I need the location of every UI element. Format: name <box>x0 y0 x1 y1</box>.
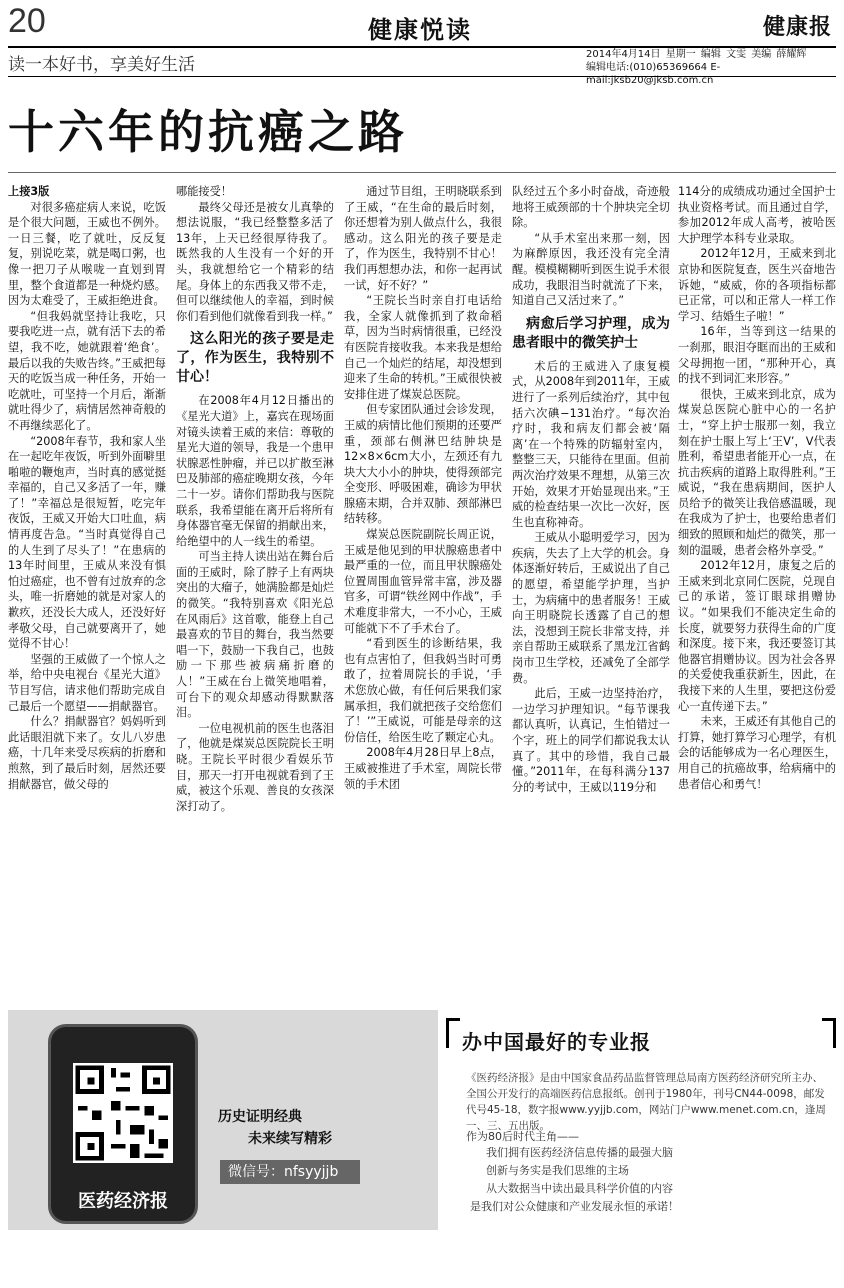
paragraph: 坚强的王威做了一个惊人之举，给中央电视台《星光大道》节目写信，请求他们帮助完成自己最后一个愿望——捐献器官。 <box>8 652 166 713</box>
paragraph: 王威从小聪明爱学习，因为疾病，失去了上大学的机会。身体逐渐好转后，王威说出了自己的愿望，希望能学护理，当护士，为病痛中的患者服务！王威向王明晓院长透露了自己的想法，没想到王院长非常支持，并亲自帮助王威联系了黑龙江省鹤岗市卫生学校，还减免了全部学费。 <box>512 531 670 685</box>
paragraph: 2012年12月，康复之后的王威来到北京同仁医院，兑现自己的承诺，签订眼球捐赠协议。“如果我们不能决定生命的长度，就要努力获得生命的广度和深度。接下来，我还要签订其他器官捐赠协议。因为社会各界的关爱使我重获新生，因此，在我接下来的人生里，要把这份爱心一直传递下去。” <box>678 559 836 713</box>
subheader-rule <box>8 76 836 77</box>
paragraph: 最终父母还是被女儿真挚的想法说服，“我已经整整多活了13年，上天已经很厚待我了。既然我的人生没有一个好的开头，我就想给它一个精彩的结尾。身体上的东西我又带不走，但可以继续他人的幸福，到时候你们看到他们就像看到我一样。” <box>176 200 334 323</box>
paragraph: 可当主持人读出站在舞台后面的王威时，除了脖子上有两块突出的大瘤子，她满脸都是灿烂的微笑。“我特别喜欢《阳光总在风雨后》这首歌，能登上自己最喜欢的节目的舞台，我当然要唱一下，鼓励一下我自己，也鼓励一下那些被病痛折磨的人！”王威在台上微笑地唱着，可台下的观众却感动得默默落泪。 <box>176 550 334 720</box>
paragraph: 队经过五个多小时奋战，奇迹般地将王威颈部的十个肿块完全切除。 <box>512 185 670 230</box>
article-column-2 <box>176 184 334 994</box>
promo-description: 《医药经济报》是由中国家食品药品监督管理总局南方医药经济研究所主办、全国公开发行的高端医药信息报纸。创刊于1980年，刊号CN44-0098，邮发代号45-18，数字报www.yyjjb.com，网站门户www.menet.com.cn，逢周一、三、五出版。 <box>466 1072 826 1132</box>
paragraph: 在2008年4月12日播出的《星光大道》上，嘉宾在现场面对镜头读着王威的来信：尊敬的星光大道的领导，我是一个患甲状腺恶性肿瘤，并已以扩散至淋巴及肺部的癌症晚期女孩，今年二十一岁。请你们帮助我与医院联系，我希望能在离开后将所有身体器官毫无保留的捐献出来，给绝望中的人一线生的希望。 <box>176 394 334 548</box>
paragraph: 2012年12月，王威来到北京协和医院复查，医生兴奋地告诉她，“威威，你的各项指标都已正常，可以和正常人一样工作学习、结婚生子啦！” <box>678 247 836 323</box>
column-title: 健康悦读 <box>368 16 472 44</box>
page-header <box>8 2 836 46</box>
promo-lines <box>470 1144 679 1216</box>
paragraph: 此后，王威一边坚持治疗，一边学习护理知识。“每节课我都认真听，认真记，生怕错过一个字，班上的同学们都说我太认真了。其中的珍惜，我自己最懂。”2011年，在每科满分137分的考试中，王威以119分和 <box>512 687 670 794</box>
promo-line: 是我们对公众健康和产业发展永恒的承诺！ <box>470 1200 679 1213</box>
paragraph: “但我妈就坚持让我吃，只要我吃进一点，就有活下去的希望，我不吃，她就跟着‘绝食’。最后以我的失败告终。”王威把每天的吃饭当成一种任务，开始一吃就吐，可坚持一个月后，渐渐就吐得少了，病情居然神奇般的不再继续恶化了。 <box>8 309 166 432</box>
advertisement-area <box>0 1010 844 1288</box>
wechat-promo-panel <box>8 1010 438 1230</box>
slogan-line-1: 历史证明经典 <box>218 1109 302 1125</box>
promo-line: 我们拥有医药经济信息传播的最强大脑 <box>486 1146 673 1159</box>
phone-illustration <box>48 1024 198 1224</box>
article-body <box>8 184 836 994</box>
paragraph: “2008年春节，我和家人坐在一起吃年夜饭，听到外面噼里啪啦的鞭炮声，当时真的感觉挺幸福的，自己又多活了一年，赚了！”幸福总是很短暂，吃完年夜饭，王威又开始大口吐血，病情再度告急。“当时真觉得自己的人生到了尽头了！”在患病的13年时间里，王威从来没有惧怕过癌症，也不曾有过放弃的念头，唯一折磨她的就是对家人的歉疚，还没长大成人，还没好好孝敬父母，自己就要离开了，她觉得不甘心！ <box>8 434 166 651</box>
bracket-decoration <box>822 1018 836 1048</box>
paragraph: “从手术室出来那一刻，因为麻醉原因，我还没有完全清醒。模模糊糊听到医生说手术很成功，我眼泪当时就流了下来，知道自己又活过来了。” <box>512 231 670 308</box>
edition-date-editors: 2014年4月14日 星期一 编辑 文雯 美编 薛耀辉 <box>586 49 807 60</box>
section-subheading: 病愈后学习护理，成为患者眼中的微笑护士 <box>512 315 670 351</box>
continued-marker: 上接3版 <box>8 185 50 198</box>
promo-title: 办中国最好的专业报 <box>462 1030 651 1054</box>
masthead-logo: 健康报 <box>762 14 832 40</box>
paragraph: 未来，王威还有其他自己的打算，她打算学习心理学，有机会的话能够成为一名心理医生，用自己的抗癌故事，给病痛中的患者信心和勇气！ <box>678 715 836 791</box>
editor-contact: 编辑电话:(010)65369664 E-mail:jksb20@jksb.com.cn <box>586 62 721 86</box>
paragraph: 但专家团队通过会诊发现，王威的病情比他们预期的还要严重，颈部右侧淋巴结肿块是12×8×6cm大小，左颈还有九块大大小小的肿块，使得颈部完全变形、呼吸困难，确诊为甲状腺癌末期，合并双肺、颈部淋巴结转移。 <box>344 403 502 526</box>
paragraph: 很快，王威来到北京，成为煤炭总医院心脏中心的一名护士，“穿上护士服那一刻，我立刻在护士服上写上‘王V’，V代表胜利，希望患者能开心一点，在抗击疾病的道路上取得胜利。”王威说，“我在患病期间，医护人员给予的微笑让我倍感温暖，现在我成为了护士，也要给患者们细致的照顾和灿烂的微笑，那一刻的温暖，患者会格外享受。” <box>678 387 836 557</box>
paragraph: 哪能接受！ <box>176 185 232 198</box>
bracket-decoration <box>446 1018 460 1048</box>
promo-lead: 作为80后时代主角—— <box>466 1130 579 1143</box>
paragraph: 通过节目组，王明晓联系到了王威，“在生命的最后时刻，你还想着为别人做点什么，我很感动。这么阳光的孩子要是走了，作为医生，我特别不甘心！我们再想想办法，和你一起再试一试，好不好？” <box>344 185 502 292</box>
article-column-4 <box>512 184 670 994</box>
article-column-1 <box>8 184 166 994</box>
paragraph: 16年，当等到这一结果的一刹那，眼泪夺眶而出的王威和父母拥抱一团，“那种开心，真的找不到词汇来形容。” <box>678 325 836 386</box>
paragraph: 2008年4月28日早上8点，王威被推进了手术室，周院长带领的手术团 <box>344 746 502 791</box>
paragraph: “看到医生的诊断结果，我也有点害怕了，但我妈当时可勇敢了，拉着周院长的手说，‘手术您放心做，有任何后果我们家属承担，我们就把孩子交给您们了！’”王威说，可能是母亲的这份信任，给医生吃了颗定心丸。 <box>344 637 502 744</box>
paragraph: 术后的王威进入了康复模式，从2008年到2011年，王威进行了一系列后续治疗，其中包括六次碘−131治疗。“每次治疗时，我和病友们都会被‘隔离’在一个特殊的防辐射室内，整整三天，只能待在里面。但前两次治疗效果不理想，从第三次开始，效果才开始显现出来。”王威的检查结果一次比一次好，医生也直称神奇。 <box>512 359 670 529</box>
paragraph: 114分的成绩成功通过全国护士执业资格考试。而且通过自学，参加2012年成人高考，被哈医大护理学本科专业录取。 <box>678 185 836 245</box>
paragraph: “王院长当时亲自打电话给我，全家人就像抓到了救命稻草，因为当时病情很重，已经没有医院肯接收我。本来我是想给自己一个灿烂的结尾，却没想到迎来了生命的转机。”王威很快被安排住进了煤炭总医院。 <box>344 294 502 401</box>
paragraph: 一位电视机前的医生也落泪了，他就是煤炭总医院院长王明晓。王院长平时很少看娱乐节目，那天一打开电视就看到了王威，被这个乐观、善良的女孩深深打动了。 <box>176 721 334 813</box>
section-subheading: 这么阳光的孩子要是走了，作为医生，我特别不甘心！ <box>176 331 334 386</box>
paragraph: 什么？捐献器官？妈妈听到此话眼泪就下来了。女儿八岁患癌，十几年来受尽疾病的折磨和煎熬，到了最后时刻，居然还要捐献器官，做父母的 <box>8 715 166 791</box>
article-column-5 <box>678 184 836 994</box>
promo-line: 创新与务实是我们思维的主场 <box>486 1164 629 1177</box>
article-headline: 十六年的抗癌之路 <box>8 105 408 159</box>
paragraph: 煤炭总医院副院长周正说，王威是他见到的甲状腺癌患者中最严重的一位，而且甲状腺癌处位置周围血管异常丰富，涉及器官多，可谓“铁丝网中作战”，手术难度非常大，一不小心，王威可能就下不了手术台了。 <box>344 528 502 635</box>
paragraph: 对很多癌症病人来说，吃饭是个很大问题，王威也不例外。一日三餐，吃了就吐，反反复复，别说吃菜，就是喝口粥，也像一把刀子从喉咙一直划到胃里，整个食道都是一种烧灼感。因为太难受了，王威拒绝进食。 <box>8 200 166 308</box>
article-column-3 <box>344 184 502 994</box>
page-number: 20 <box>8 2 46 40</box>
headline-rule <box>8 172 836 173</box>
edition-info <box>586 48 836 87</box>
promo-line: 从大数据当中读出最具科学价值的内容 <box>486 1182 673 1195</box>
newspaper-brand: 医药经济报 <box>78 1191 168 1212</box>
qr-code <box>73 1063 173 1163</box>
wechat-id: 微信号：nfsyyjjb <box>220 1160 360 1184</box>
slogan-line-2: 未来续写精彩 <box>248 1131 332 1147</box>
tagline: 读一本好书，享美好生活 <box>8 55 195 75</box>
newspaper-promo-panel <box>446 1010 836 1230</box>
